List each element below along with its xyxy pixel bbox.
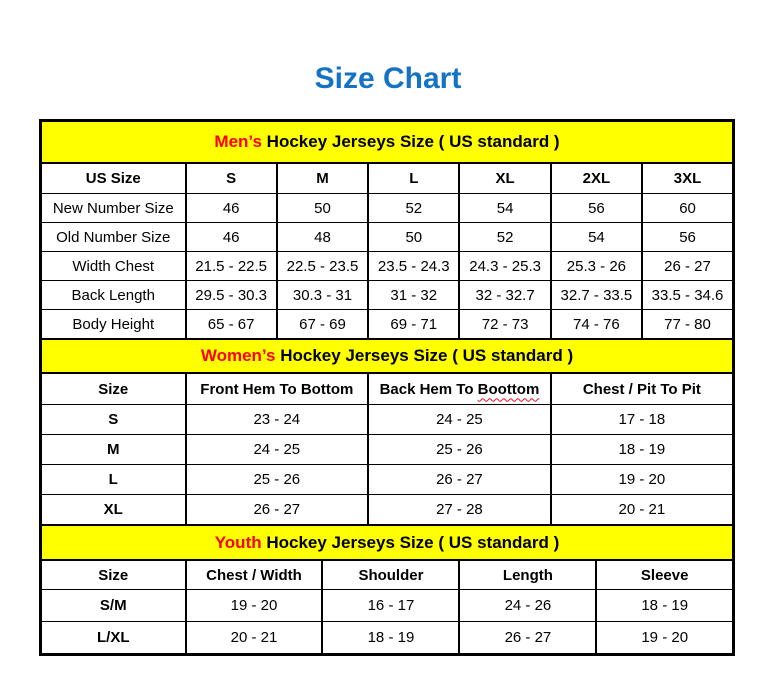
row-label: XL: [41, 495, 186, 526]
row-label: Width Chest: [41, 252, 186, 281]
youth-column-header-shoulder: Shoulder: [322, 560, 459, 590]
table-cell: 19 - 20: [186, 590, 323, 622]
womens-column-header-back-hem: [368, 373, 551, 405]
table-cell: 52: [459, 223, 550, 252]
back-hem-label: Back Hem To: [379, 380, 478, 398]
row-label: S/M: [41, 590, 186, 622]
table-row-old-number-size: [41, 223, 734, 252]
mens-column-header-2xl: 2XL: [551, 163, 642, 194]
table-row-new-number-size: [41, 194, 734, 223]
mens-header-row: [41, 163, 734, 194]
youth-band-text: Hockey Jerseys Size ( US standard ): [261, 532, 560, 552]
youth-column-header-sleeve: Sleeve: [596, 560, 733, 590]
table-cell: 46: [186, 194, 277, 223]
youth-column-header-chest-width: Chest / Width: [186, 560, 323, 590]
womens-section-band: [41, 339, 734, 373]
table-cell: 24 - 26: [459, 590, 596, 622]
table-cell: 77 - 80: [642, 310, 733, 340]
table-cell: 18 - 19: [322, 622, 459, 655]
table-cell: 26 - 27: [186, 495, 369, 526]
table-row-width-chest: [41, 252, 734, 281]
youth-band-highlight: Youth: [214, 532, 262, 552]
mens-section-band: [41, 121, 734, 164]
womens-column-header-front-hem: Front Hem To Bottom: [186, 373, 369, 405]
womens-band-text: Hockey Jerseys Size ( US standard ): [275, 346, 574, 365]
table-cell: 19 - 20: [596, 622, 733, 655]
table-cell: 56: [551, 194, 642, 223]
mens-column-header-xl: XL: [459, 163, 550, 194]
womens-header-row: [41, 373, 734, 405]
table-cell: 50: [368, 223, 459, 252]
table-cell: 23 - 24: [186, 405, 369, 435]
table-cell: 54: [459, 194, 550, 223]
table-row-womens-m: [41, 435, 734, 465]
youth-column-header-length: Length: [459, 560, 596, 590]
table-cell: 19 - 20: [551, 465, 734, 495]
table-cell: 25.3 - 26: [551, 252, 642, 281]
table-cell: 54: [551, 223, 642, 252]
size-chart-table: [39, 119, 735, 656]
mens-band-highlight: Men’s: [214, 132, 262, 151]
table-cell: 26 - 27: [642, 252, 733, 281]
row-label: L: [41, 465, 186, 495]
table-cell: 21.5 - 22.5: [186, 252, 277, 281]
youth-header-row: [41, 560, 734, 590]
table-cell: 46: [186, 223, 277, 252]
table-cell: 33.5 - 34.6: [642, 281, 733, 310]
table-cell: 52: [368, 194, 459, 223]
table-cell: 20 - 21: [186, 622, 323, 655]
table-cell: 26 - 27: [368, 465, 551, 495]
table-cell: 50: [277, 194, 368, 223]
mens-column-header-l: L: [368, 163, 459, 194]
table-row-back-length: [41, 281, 734, 310]
table-cell: 32 - 32.7: [459, 281, 550, 310]
table-cell: 65 - 67: [186, 310, 277, 340]
table-cell: 18 - 19: [551, 435, 734, 465]
table-cell: 69 - 71: [368, 310, 459, 340]
table-cell: 16 - 17: [322, 590, 459, 622]
youth-band-cell: [41, 525, 734, 560]
table-cell: 22.5 - 23.5: [277, 252, 368, 281]
table-cell: 48: [277, 223, 368, 252]
table-cell: 74 - 76: [551, 310, 642, 340]
mens-band-text: Hockey Jerseys Size ( US standard ): [261, 132, 560, 151]
table-cell: 72 - 73: [459, 310, 550, 340]
womens-column-header-chest: Chest / Pit To Pit: [551, 373, 734, 405]
table-row-body-height: [41, 310, 734, 340]
table-cell: 24.3 - 25.3: [459, 252, 550, 281]
table-cell: 60: [642, 194, 733, 223]
back-hem-misspelled-word: Boottom: [477, 380, 540, 398]
table-cell: 24 - 25: [186, 435, 369, 465]
mens-column-header-3xl: 3XL: [642, 163, 733, 194]
table-row-womens-l: [41, 465, 734, 495]
table-cell: 20 - 21: [551, 495, 734, 526]
table-cell: 31 - 32: [368, 281, 459, 310]
womens-column-header-size: Size: [41, 373, 186, 405]
table-cell: 25 - 26: [186, 465, 369, 495]
mens-column-header-m: M: [277, 163, 368, 194]
table-cell: 18 - 19: [596, 590, 733, 622]
table-cell: 23.5 - 24.3: [368, 252, 459, 281]
table-row-womens-s: [41, 405, 734, 435]
mens-column-header-s: S: [186, 163, 277, 194]
table-cell: 67 - 69: [277, 310, 368, 340]
row-label: New Number Size: [41, 194, 186, 223]
table-row-youth-lxl: [41, 622, 734, 655]
mens-band-cell: [41, 121, 734, 164]
table-cell: 17 - 18: [551, 405, 734, 435]
table-cell: 56: [642, 223, 733, 252]
table-cell: 25 - 26: [368, 435, 551, 465]
table-cell: 29.5 - 30.3: [186, 281, 277, 310]
table-cell: 32.7 - 33.5: [551, 281, 642, 310]
womens-band-cell: [41, 339, 734, 373]
row-label: M: [41, 435, 186, 465]
row-label: Body Height: [41, 310, 186, 340]
table-cell: 26 - 27: [459, 622, 596, 655]
womens-band-highlight: Women’s: [200, 346, 276, 365]
row-label: Back Length: [41, 281, 186, 310]
table-cell: 30.3 - 31: [277, 281, 368, 310]
table-row-womens-xl: [41, 495, 734, 526]
row-label: Old Number Size: [41, 223, 186, 252]
table-row-youth-sm: [41, 590, 734, 622]
mens-column-header-us-size: US Size: [41, 163, 186, 194]
youth-column-header-size: Size: [41, 560, 186, 590]
youth-section-band: [41, 525, 734, 560]
table-cell: 27 - 28: [368, 495, 551, 526]
row-label: L/XL: [41, 622, 186, 655]
page-title: Size Chart: [314, 62, 462, 95]
table-cell: 24 - 25: [368, 405, 551, 435]
row-label: S: [41, 405, 186, 435]
